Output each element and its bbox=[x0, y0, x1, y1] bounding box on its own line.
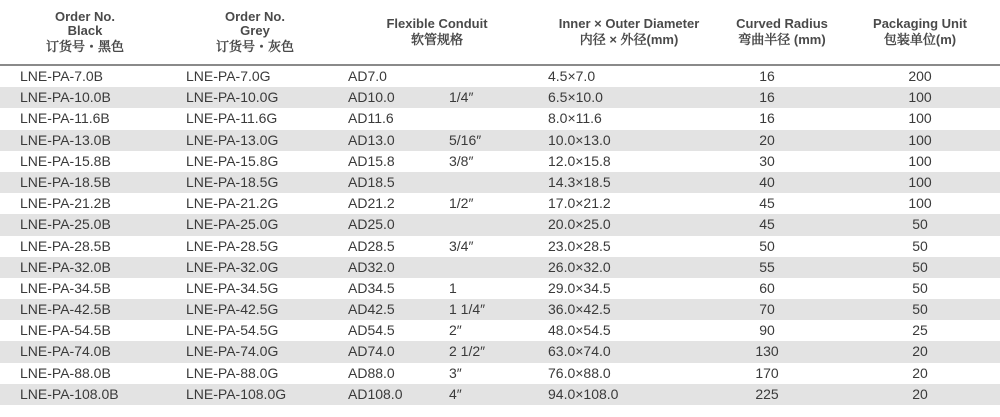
conduit-ad-cell: AD42.5 bbox=[348, 301, 395, 318]
packaging-cell: 20 bbox=[912, 364, 928, 381]
conduit-ad-cell: AD13.0 bbox=[348, 131, 395, 148]
conduit-inch-cell: 2 1/2″ bbox=[449, 343, 486, 360]
diameter-cell: 26.0×32.0 bbox=[548, 258, 611, 275]
packaging-cell: 100 bbox=[908, 110, 932, 127]
order-black-cell: LNE-PA-21.2B bbox=[20, 195, 111, 212]
header-label: Order No. bbox=[225, 9, 285, 24]
radius-cell: 45 bbox=[759, 216, 775, 233]
header-label: Flexible Conduit bbox=[386, 16, 488, 31]
order-black-cell: LNE-PA-15.8B bbox=[20, 152, 111, 169]
packaging-cell: 100 bbox=[908, 173, 932, 190]
packaging-cell: 50 bbox=[912, 301, 928, 318]
header-label: Packaging Unit bbox=[873, 16, 967, 31]
table-header bbox=[0, 0, 1000, 66]
order-grey-cell: LNE-PA-54.5G bbox=[186, 322, 279, 339]
header-order-grey bbox=[170, 0, 340, 64]
packaging-cell: 50 bbox=[912, 216, 928, 233]
conduit-inch-cell: 1 bbox=[449, 279, 457, 296]
header-flexible-conduit bbox=[340, 0, 534, 64]
table-row bbox=[0, 193, 1000, 214]
header-diameter bbox=[534, 0, 724, 64]
conduit-ad-cell: AD21.2 bbox=[348, 195, 395, 212]
order-black-cell: LNE-PA-34.5B bbox=[20, 279, 111, 296]
conduit-inch-cell: 3″ bbox=[449, 364, 462, 381]
order-grey-cell: LNE-PA-34.5G bbox=[186, 279, 279, 296]
conduit-inch-cell: 3/4″ bbox=[449, 237, 474, 254]
table-row bbox=[0, 341, 1000, 362]
conduit-ad-cell: AD28.5 bbox=[348, 237, 395, 254]
table-row bbox=[0, 384, 1000, 405]
order-grey-cell: LNE-PA-15.8G bbox=[186, 152, 279, 169]
table-row bbox=[0, 66, 1000, 87]
diameter-cell: 29.0×34.5 bbox=[548, 279, 611, 296]
diameter-cell: 48.0×54.5 bbox=[548, 322, 611, 339]
order-black-cell: LNE-PA-10.0B bbox=[20, 89, 111, 106]
conduit-inch-cell: 1/2″ bbox=[449, 195, 474, 212]
packaging-cell: 50 bbox=[912, 237, 928, 254]
packaging-cell: 20 bbox=[912, 385, 928, 402]
order-black-cell: LNE-PA-7.0B bbox=[20, 68, 103, 84]
table-row bbox=[0, 257, 1000, 278]
packaging-cell: 25 bbox=[912, 322, 928, 339]
table-row bbox=[0, 172, 1000, 193]
order-black-cell: LNE-PA-88.0B bbox=[20, 364, 111, 381]
order-grey-cell: LNE-PA-10.0G bbox=[186, 89, 279, 106]
radius-cell: 16 bbox=[759, 110, 775, 127]
conduit-inch-cell bbox=[449, 108, 534, 129]
packaging-cell: 100 bbox=[908, 131, 932, 148]
order-black-cell: LNE-PA-13.0B bbox=[20, 131, 111, 148]
order-black-cell: LNE-PA-74.0B bbox=[20, 343, 111, 360]
packaging-cell: 20 bbox=[912, 343, 928, 360]
conduit-ad-cell: AD7.0 bbox=[348, 68, 387, 84]
conduit-ad-cell: AD11.6 bbox=[348, 110, 394, 127]
header-packaging-unit bbox=[840, 0, 1000, 64]
diameter-cell: 76.0×88.0 bbox=[548, 364, 611, 381]
packaging-cell: 50 bbox=[912, 279, 928, 296]
radius-cell: 16 bbox=[759, 89, 775, 106]
conduit-inch-cell: 5/16″ bbox=[449, 131, 482, 148]
table-row bbox=[0, 320, 1000, 341]
packaging-cell: 100 bbox=[908, 195, 932, 212]
table-row bbox=[0, 278, 1000, 299]
order-grey-cell: LNE-PA-21.2G bbox=[186, 195, 279, 212]
conduit-inch-cell bbox=[449, 214, 534, 235]
diameter-cell: 10.0×13.0 bbox=[548, 131, 611, 148]
radius-cell: 16 bbox=[759, 68, 775, 84]
radius-cell: 50 bbox=[759, 237, 775, 254]
packaging-cell: 100 bbox=[908, 152, 932, 169]
conduit-ad-cell: AD25.0 bbox=[348, 216, 395, 233]
diameter-cell: 4.5×7.0 bbox=[548, 68, 596, 84]
order-black-cell: LNE-PA-28.5B bbox=[20, 237, 111, 254]
radius-cell: 170 bbox=[755, 364, 779, 381]
table-row bbox=[0, 363, 1000, 384]
header-curved-radius bbox=[724, 0, 840, 64]
order-grey-cell: LNE-PA-18.5G bbox=[186, 173, 279, 190]
order-grey-cell: LNE-PA-7.0G bbox=[186, 68, 271, 84]
order-grey-cell: LNE-PA-32.0G bbox=[186, 258, 279, 275]
diameter-cell: 20.0×25.0 bbox=[548, 216, 611, 233]
conduit-ad-cell: AD74.0 bbox=[348, 343, 395, 360]
order-grey-cell: LNE-PA-28.5G bbox=[186, 237, 279, 254]
table-row bbox=[0, 151, 1000, 172]
conduit-inch-cell: 1/4″ bbox=[449, 89, 474, 106]
conduit-inch-cell bbox=[449, 257, 534, 278]
conduit-ad-cell: AD34.5 bbox=[348, 279, 395, 296]
order-black-cell: LNE-PA-42.5B bbox=[20, 301, 111, 318]
order-grey-cell: LNE-PA-74.0G bbox=[186, 343, 279, 360]
table-row bbox=[0, 130, 1000, 151]
radius-cell: 20 bbox=[759, 131, 775, 148]
radius-cell: 55 bbox=[759, 258, 775, 275]
order-black-cell: LNE-PA-108.0B bbox=[20, 385, 119, 402]
conduit-ad-cell: AD32.0 bbox=[348, 258, 395, 275]
conduit-inch-cell: 3/8″ bbox=[449, 152, 474, 169]
radius-cell: 40 bbox=[759, 173, 775, 190]
packaging-cell: 100 bbox=[908, 89, 932, 106]
packaging-cell: 50 bbox=[912, 258, 928, 275]
diameter-cell: 94.0×108.0 bbox=[548, 385, 619, 402]
order-grey-cell: LNE-PA-13.0G bbox=[186, 131, 279, 148]
header-label-cn: 内径 × 外径(mm) bbox=[579, 32, 679, 47]
conduit-inch-cell bbox=[449, 172, 534, 193]
header-label-cn: 弯曲半径 (mm) bbox=[738, 32, 826, 47]
order-grey-cell: LNE-PA-11.6G bbox=[186, 110, 278, 127]
diameter-cell: 6.5×10.0 bbox=[548, 89, 603, 106]
table-row bbox=[0, 236, 1000, 257]
conduit-inch-cell: 1 1/4″ bbox=[449, 301, 486, 318]
conduit-ad-cell: AD18.5 bbox=[348, 173, 395, 190]
radius-cell: 130 bbox=[755, 343, 779, 360]
header-label-cn: 订货号・灰色 bbox=[215, 39, 294, 54]
order-grey-cell: LNE-PA-108.0G bbox=[186, 385, 287, 402]
diameter-cell: 8.0×11.6 bbox=[548, 110, 602, 127]
header-label: Black bbox=[67, 23, 103, 38]
table-row bbox=[0, 108, 1000, 129]
conduit-inch-cell: 2″ bbox=[449, 322, 462, 339]
order-grey-cell: LNE-PA-25.0G bbox=[186, 216, 279, 233]
order-black-cell: LNE-PA-54.5B bbox=[20, 322, 111, 339]
conduit-ad-cell: AD108.0 bbox=[348, 385, 403, 402]
header-label: Order No. bbox=[55, 9, 115, 24]
conduit-ad-cell: AD88.0 bbox=[348, 364, 395, 381]
radius-cell: 60 bbox=[759, 279, 775, 296]
diameter-cell: 36.0×42.5 bbox=[548, 301, 611, 318]
radius-cell: 70 bbox=[759, 301, 775, 318]
radius-cell: 30 bbox=[759, 152, 775, 169]
diameter-cell: 12.0×15.8 bbox=[548, 152, 611, 169]
order-black-cell: LNE-PA-11.6B bbox=[20, 110, 110, 127]
order-grey-cell: LNE-PA-42.5G bbox=[186, 301, 279, 318]
conduit-inch-cell bbox=[449, 66, 534, 87]
conduit-ad-cell: AD15.8 bbox=[348, 152, 395, 169]
header-label: Grey bbox=[240, 23, 270, 38]
header-label-cn: 包装单位(m) bbox=[883, 32, 957, 47]
radius-cell: 90 bbox=[759, 322, 775, 339]
order-black-cell: LNE-PA-18.5B bbox=[20, 173, 111, 190]
header-order-black bbox=[0, 0, 170, 64]
diameter-cell: 14.3×18.5 bbox=[548, 173, 611, 190]
diameter-cell: 17.0×21.2 bbox=[548, 195, 611, 212]
order-black-cell: LNE-PA-25.0B bbox=[20, 216, 111, 233]
table-row bbox=[0, 87, 1000, 108]
header-label-cn: 软管规格 bbox=[410, 32, 463, 47]
table-row bbox=[0, 299, 1000, 320]
order-black-cell: LNE-PA-32.0B bbox=[20, 258, 111, 275]
diameter-cell: 23.0×28.5 bbox=[548, 237, 611, 254]
header-label-cn: 订货号・黑色 bbox=[45, 39, 124, 54]
table-body bbox=[0, 66, 1000, 405]
radius-cell: 225 bbox=[755, 385, 779, 402]
diameter-cell: 63.0×74.0 bbox=[548, 343, 611, 360]
radius-cell: 45 bbox=[759, 195, 775, 212]
table-row bbox=[0, 214, 1000, 235]
order-grey-cell: LNE-PA-88.0G bbox=[186, 364, 279, 381]
conduit-ad-cell: AD10.0 bbox=[348, 89, 395, 106]
conduit-inch-cell: 4″ bbox=[449, 385, 462, 402]
packaging-cell: 200 bbox=[908, 68, 932, 84]
header-label: Curved Radius bbox=[736, 16, 828, 31]
header-label: Inner × Outer Diameter bbox=[558, 16, 700, 31]
conduit-ad-cell: AD54.5 bbox=[348, 322, 395, 339]
